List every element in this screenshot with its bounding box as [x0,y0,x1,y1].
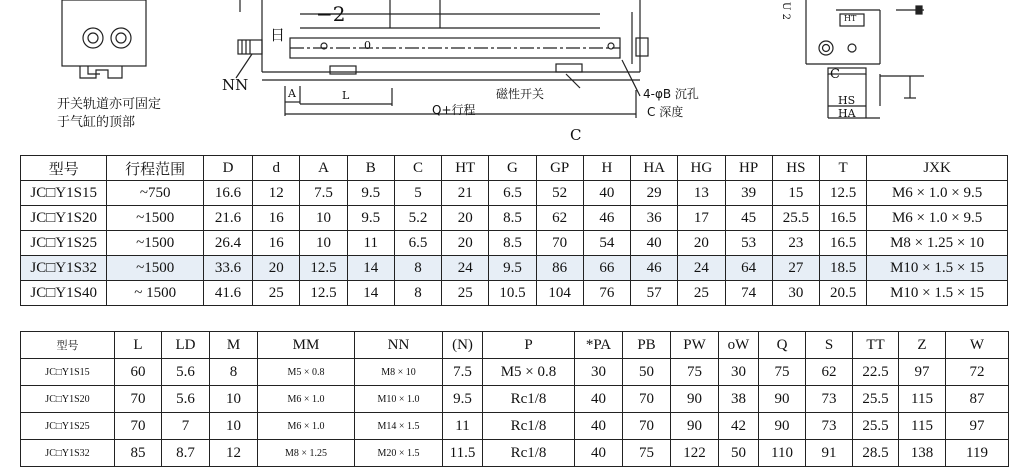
table-cell: 25 [253,281,300,306]
table1-header: JXK [867,156,1008,181]
table-cell: 9.5 [489,256,536,281]
table1-header: T [819,156,866,181]
table2-header: *PA [575,332,623,359]
table-cell: M5 × 0.8 [258,359,355,386]
table-cell: M10 × 1.0 [355,386,443,413]
table-cell: 8 [394,256,441,281]
table1-header: H [583,156,630,181]
table1-header: 行程范围 [107,156,203,181]
table-cell: 39 [725,181,772,206]
table-cell: 40 [631,231,678,256]
table-cell: ~1500 [107,256,203,281]
table-cell: 12.5 [300,281,347,306]
table-cell: 26.4 [203,231,252,256]
table-cell: 14 [347,256,394,281]
table-cell: 30 [719,359,759,386]
table-cell: M10 × 1.5 × 15 [867,256,1008,281]
table-cell: 75 [623,440,671,467]
table1-header: C [394,156,441,181]
model-cell: JC□Y1S25 [21,231,107,256]
technical-drawing [0,0,1024,150]
mark-zero: 0 [364,39,371,52]
table-cell: 45 [725,206,772,231]
table-cell: 7.5 [443,359,483,386]
table-cell: 17 [678,206,725,231]
table2-header: PB [623,332,671,359]
table-cell: M10 × 1.5 × 15 [867,281,1008,306]
table-cell: 73 [806,413,853,440]
table2-header: 型号 [21,332,115,359]
table-cell: M8 × 1.25 [258,440,355,467]
end-view-body [62,0,146,66]
spec-table-2 [20,331,1009,467]
table2-header: P [483,332,575,359]
table2-header: (N) [443,332,483,359]
table-cell: 20.5 [819,281,866,306]
table-cell: 5 [394,181,441,206]
table-row [21,386,1009,413]
label-hole: 4-φB 沉孔 [643,87,699,101]
table1-header: d [253,156,300,181]
model-cell: JC□Y1S40 [21,281,107,306]
table-cell: 25 [442,281,489,306]
table2-body [21,359,1009,467]
table-cell: ~750 [107,181,203,206]
table-cell: 76 [583,281,630,306]
table-cell: 90 [671,413,719,440]
table-cell: 38 [719,386,759,413]
table-cell: M6 × 1.0 [258,413,355,440]
table2-header: W [946,332,1009,359]
table1-header-row [21,156,1008,181]
table-cell: 18.5 [819,256,866,281]
table2-header: MM [258,332,355,359]
table-cell: 90 [759,413,806,440]
table-cell: 14 [347,281,394,306]
table-cell: 9.5 [347,181,394,206]
model-cell: JC□Y1S15 [21,181,107,206]
table2-header: LD [162,332,210,359]
table-cell: ~1500 [107,231,203,256]
table-cell: 11 [443,413,483,440]
table-cell: 73 [806,386,853,413]
table1-header: G [489,156,536,181]
table-cell: 23 [772,231,819,256]
table-cell: 12 [253,181,300,206]
table-cell: 28.5 [853,440,899,467]
table-cell: 10 [210,413,258,440]
table-cell: 40 [575,440,623,467]
table-row [21,231,1008,256]
mark-ri: 日 [270,26,286,44]
note-line-1: 开关轨道亦可固定 [57,97,162,112]
table-cell: 16.5 [819,231,866,256]
table1-header: B [347,156,394,181]
table-cell: 119 [946,440,1009,467]
table-cell: 53 [725,231,772,256]
table1-body [21,181,1008,306]
table-cell: 21.6 [203,206,252,231]
table-cell: 24 [678,256,725,281]
table-cell: 5.2 [394,206,441,231]
table-cell: 25.5 [853,386,899,413]
table-row [21,359,1009,386]
label-ht: HT [844,14,857,23]
table-cell: 97 [946,413,1009,440]
table-cell: Rc1/8 [483,413,575,440]
table-cell: 122 [671,440,719,467]
table-cell: 24 [442,256,489,281]
table-cell: 7 [162,413,210,440]
table-cell: 54 [583,231,630,256]
model-cell: JC□Y1S25 [21,413,115,440]
cylinder-drawing-svg [0,0,1024,150]
table-row [21,206,1008,231]
label-a: A [288,87,296,100]
table-cell: 90 [671,386,719,413]
table-cell: 75 [671,359,719,386]
table-cell: 13 [678,181,725,206]
table-cell: 87 [946,386,1009,413]
table-cell: 70 [623,413,671,440]
table-cell: M8 × 1.25 × 10 [867,231,1008,256]
table-cell: 10 [300,206,347,231]
table-cell: 86 [536,256,583,281]
table-cell: M6 × 1.0 × 9.5 [867,206,1008,231]
table-cell: 25.5 [853,413,899,440]
table1-header: A [300,156,347,181]
table-cell: 12.5 [819,181,866,206]
table-cell: 9.5 [443,386,483,413]
table-cell: Rc1/8 [483,386,575,413]
table-cell: 21 [442,181,489,206]
table-cell: 7.5 [300,181,347,206]
table-cell: 10.5 [489,281,536,306]
table-cell: 138 [899,440,946,467]
table-cell: 20 [442,231,489,256]
table-cell: 91 [806,440,853,467]
table-cell: 10 [210,386,258,413]
label-l: L [342,89,350,102]
table-cell: ~ 1500 [107,281,203,306]
table-cell: 8.7 [162,440,210,467]
table-cell: 62 [536,206,583,231]
table-cell: 52 [536,181,583,206]
table-cell: 16.5 [819,206,866,231]
table-cell: 22.5 [853,359,899,386]
table1-header: D [203,156,252,181]
table-cell: 12 [210,440,258,467]
table-cell: 27 [772,256,819,281]
table1-header: HS [772,156,819,181]
label-depth: C 深度 [647,105,684,119]
table-cell: 15 [772,181,819,206]
table-cell: 66 [583,256,630,281]
table-cell: 74 [725,281,772,306]
table-cell: M6 × 1.0 × 9.5 [867,181,1008,206]
table1-header: HG [678,156,725,181]
table-cell: 46 [631,256,678,281]
table-cell: Rc1/8 [483,440,575,467]
table-cell: 33.6 [203,256,252,281]
table-cell: 75 [759,359,806,386]
table-cell: 70 [115,386,162,413]
model-cell: JC□Y1S32 [21,440,115,467]
table-cell: 25 [678,281,725,306]
table-cell: 42 [719,413,759,440]
label-magnet-switch: 磁性开关 [496,87,545,101]
table-cell: 115 [899,386,946,413]
table2-header: Q [759,332,806,359]
table1-header: 型号 [21,156,107,181]
label-ha: HA [838,107,856,120]
table-cell: M14 × 1.5 [355,413,443,440]
table-cell: 70 [536,231,583,256]
table-cell: 90 [759,386,806,413]
table-cell: M5 × 0.8 [483,359,575,386]
table-cell: 5.6 [162,386,210,413]
table-cell: 57 [631,281,678,306]
table-cell: M20 × 1.5 [355,440,443,467]
table-cell: M6 × 1.0 [258,386,355,413]
table-cell: 8.5 [489,206,536,231]
table-cell: 72 [946,359,1009,386]
table-cell: 115 [899,413,946,440]
table-cell: 5.6 [162,359,210,386]
table2-header: PW [671,332,719,359]
table2-header: NN [355,332,443,359]
table-row [21,256,1008,281]
label-top-u2: U 2 [780,2,791,20]
table-cell: 30 [575,359,623,386]
table-cell: 11.5 [443,440,483,467]
table-cell: 20 [442,206,489,231]
table-cell: 6.5 [489,181,536,206]
table2-header: oW [719,332,759,359]
label-q-stroke: Q+行程 [432,103,476,117]
table-cell: 46 [583,206,630,231]
table-row [21,440,1009,467]
table-cell: M8 × 10 [355,359,443,386]
table-cell: 110 [759,440,806,467]
table2-header: TT [853,332,899,359]
table-cell: 30 [772,281,819,306]
table-row [21,281,1008,306]
table-cell: 62 [806,359,853,386]
model-cell: JC□Y1S20 [21,386,115,413]
table-cell: 9.5 [347,206,394,231]
model-cell: JC□Y1S15 [21,359,115,386]
table-cell: 64 [725,256,772,281]
model-cell: JC□Y1S20 [21,206,107,231]
table1-header: HT [442,156,489,181]
table-cell: 40 [575,386,623,413]
table-cell: 8 [394,281,441,306]
table-cell: 25.5 [772,206,819,231]
table-cell: 85 [115,440,162,467]
table-cell: 104 [536,281,583,306]
table-cell: 11 [347,231,394,256]
label-c-side: C [830,67,840,82]
table-cell: 60 [115,359,162,386]
table-cell: 16.6 [203,181,252,206]
note-line-2: 于气缸的顶部 [57,115,136,130]
table-row [21,413,1009,440]
table2-header: S [806,332,853,359]
table1-header: HA [631,156,678,181]
table-cell: 6.5 [394,231,441,256]
table-cell: 10 [300,231,347,256]
table-cell: 40 [583,181,630,206]
table-cell: 97 [899,359,946,386]
table-cell: 12.5 [300,256,347,281]
table-cell: ~1500 [107,206,203,231]
table-cell: 29 [631,181,678,206]
table2-header: L [115,332,162,359]
table-cell: 40 [575,413,623,440]
model-cell: JC□Y1S32 [21,256,107,281]
table-cell: 50 [719,440,759,467]
table-cell: 8.5 [489,231,536,256]
table-cell: 8 [210,359,258,386]
spec-table-1 [20,155,1008,306]
table-cell: 70 [623,386,671,413]
table-cell: 20 [253,256,300,281]
table1-header: HP [725,156,772,181]
table-cell: 50 [623,359,671,386]
label-hs: HS [838,94,856,107]
table2-header: Z [899,332,946,359]
table1-header: GP [536,156,583,181]
table-cell: 20 [678,231,725,256]
table2-header-row [21,332,1009,359]
dim-minus-2: −2 [316,2,346,26]
table-cell: 41.6 [203,281,252,306]
table2-header: M [210,332,258,359]
label-c-bottom: C [570,126,582,144]
table-cell: 16 [253,206,300,231]
table-cell: 70 [115,413,162,440]
label-nn: NN [222,76,249,94]
table-row [21,181,1008,206]
table-cell: 36 [631,206,678,231]
table-cell: 16 [253,231,300,256]
